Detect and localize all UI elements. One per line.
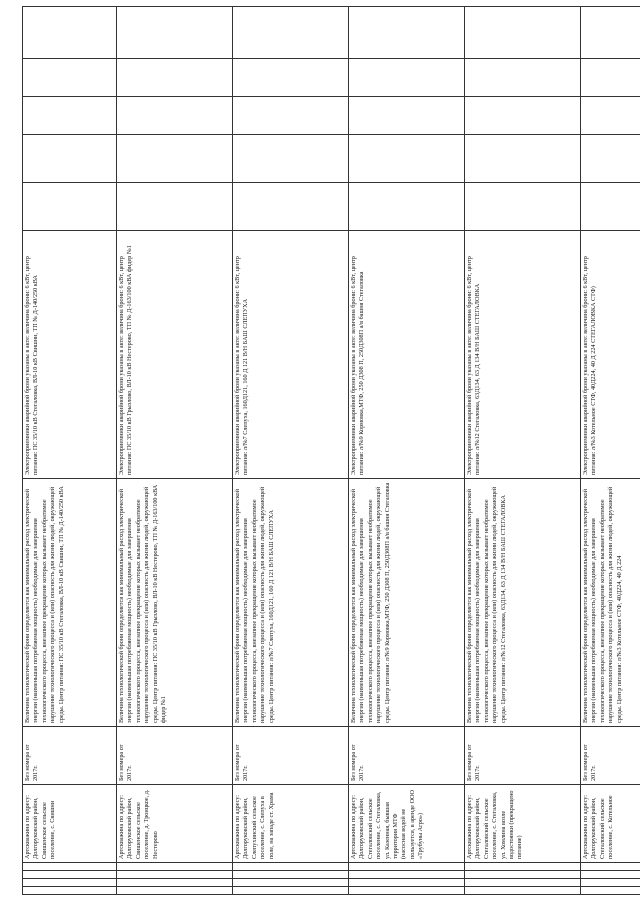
tech-reserve-cell: Величина технологической брони определяется как минимальный расход электрической энергии (наименьшая потребляемая мощность) необходимые для завершения технологического процесса, внезапное прекращение которых вызывает необратимое нарушение технологического процесса и (или) опасность для жизни людей, окружающей среды. Центр питания: л/№7 Слепуха, 160Д121, 160 Д 121 В/Н БАШ СЛЕПУХА xyxy=(233,479,349,727)
table-row xyxy=(233,7,349,895)
address-cell: Артскважина по адресу: Долгоруковский район, Стегаловский сельское поселение, с. Стегаловка, ул. Казенная, бывшая территория МТФ (насосная водой не пользуется, в аренде ООО «Трубуны Агро») xyxy=(349,785,465,863)
tech-reserve-cell: Величина технологической брони определяется как минимальный расход электрической энергии (наименьшая потребляемая мощность) необходимые для завершения технологического процесса, внезапное прекращение которых вызывает необратимое нарушение технологического процесса и (или) опасность для жизни людей, окружающей среды. Центр питания: л/№9 Кормовка,МТФ, 250 Д308 П, 250Д308П а/в башня Стегаловка xyxy=(349,479,465,727)
tech-reserve-cell: Величина технологической брони определяется как минимальный расход электрической энергии (наименьшая потребляемая мощность) необходимые для завершения технологического процесса, внезапное прекращение которых вызывает необратимое нарушение технологического процесса и (или) опасность для жизни людей, окружающей среды. Центр питания: ПС 35/10 кВ Грызлово, ВЛ-10 кВ Нестерово, ТП № Д-163/100 кВА фидер №1 xyxy=(117,479,233,727)
act-number-cell: Без номера от 2017г. xyxy=(581,727,640,785)
address-cell: Артскважина по адресу: Долгоруковский район, Свишенское сельское поселение, с. Свишни xyxy=(23,785,117,863)
emergency-reserve-cell: Электроприемники аварийной брони указаны в акте: величина брони: 6 кВт, центр питания: ПС 35/10 кВ Стегаловка, ВЛ-10 кВ Свишни, ТП № Д-140/250 кВА xyxy=(23,231,117,479)
emergency-reserve-cell: Электроприемники аварийной брони указаны в акте: величина брони: 6 кВт, центр питания: л/№12 Стегаловка, 63Д134, 63 Д 134 В/Н БАШ СТЕГАЛОВКА xyxy=(465,231,581,479)
act-number-cell: Без номера от 2017г. xyxy=(349,727,465,785)
tech-reserve-cell: Величина технологической брони определяется как минимальный расход электрической энергии (наименьшая потребляемая мощность) необходимые для завершения технологического процесса, внезапное прекращение которых вызывает необратимое нарушение технологического процесса и (или) опасность для жизни людей, окружающей среды. Центр питания: л/№3 Котельное СТФ, 40Д224, 40 Д 224 xyxy=(581,479,640,727)
emergency-reserve-table xyxy=(22,6,640,895)
act-number-cell: Без номера от 2017г. xyxy=(23,727,117,785)
table-row xyxy=(23,7,117,895)
table-row xyxy=(349,7,465,895)
address-cell: Артскважина по адресу: Долгоруковский район, Свишенское сельское поселение, д. Троицкое, д. Нестерово xyxy=(117,785,233,863)
address-cell: Артскважина по адресу: Долгоруковский район, Слепухинский сельское поселение, с. Слепуха в поле, на западе ст. Храма xyxy=(233,785,349,863)
tech-reserve-cell: Величина технологической брони определяется как минимальный расход электрической энергии (наименьшая потребляемая мощность) необходимые для завершения технологического процесса, внезапное прекращение которых вызывает необратимое нарушение технологического процесса и (или) опасность для жизни людей, окружающей среды. Центр питания: ПС 35/10 кВ Стегаловка, ВЛ-10 кВ Свишни, ТП № Д-140/250 кВА xyxy=(23,479,117,727)
table-row xyxy=(117,7,233,895)
emergency-reserve-cell: Электроприемники аварийной брони указаны в акте: величина брони: 6 кВт, центр питания: ПС 35/10 кВ Грызлово, ВЛ-10 кВ Нестерово, ТП № Д-163/100 кВА фидер №1 xyxy=(117,231,233,479)
act-number-cell: Без номера от 2017г. xyxy=(117,727,233,785)
table-row xyxy=(581,7,640,895)
emergency-reserve-cell: Электроприемники аварийной брони указаны в акте: величина брони: 6 кВт, центр питания: л/№3 Котельное СТФ, 40Д224, 40 Д 224 СТЕГАЛОВКА СТФ) xyxy=(581,231,640,479)
address-cell: Артскважина по адресу: Долгоруковский район, Стегаловский сельское поселение, с. Стегаловка, ул. Хомлина возле водостоянки (прекращено питание) xyxy=(465,785,581,863)
address-cell: Артскважина по адресу: Долгоруковский район, Стегаловский сельское поселение, с. Котельное xyxy=(581,785,640,863)
tech-reserve-cell: Величина технологической брони определяется как минимальный расход электрической энергии (наименьшая потребляемая мощность) необходимые для завершения технологического процесса, внезапное прекращение которых вызывает необратимое нарушение технологического процесса и (или) опасность для жизни людей, окружающей среды. Центр питания: л/№12 Стегаловка, 63Д134, 63 Д 134 В/Н БАШ СТЕГАЛОВКА xyxy=(465,479,581,727)
table-row xyxy=(465,7,581,895)
emergency-reserve-cell: Электроприемники аварийной брони указаны в акте: величина брони: 6 кВт, центр питания: л/№7 Слепуха, 160Д121, 160 Д 121 В/Н БАШ СЛЕПУХА xyxy=(233,231,349,479)
act-number-cell: Без номера от 2017г. xyxy=(465,727,581,785)
act-number-cell: Без номера от 2017г. xyxy=(233,727,349,785)
emergency-reserve-cell: Электроприемники аварийной брони указаны в акте: величина брони: 6 кВт, центр питания: л/№9 Кормовка,МТФ, 250 Д308 П, 250Д308П а/в башня Стегаловка xyxy=(349,231,465,479)
